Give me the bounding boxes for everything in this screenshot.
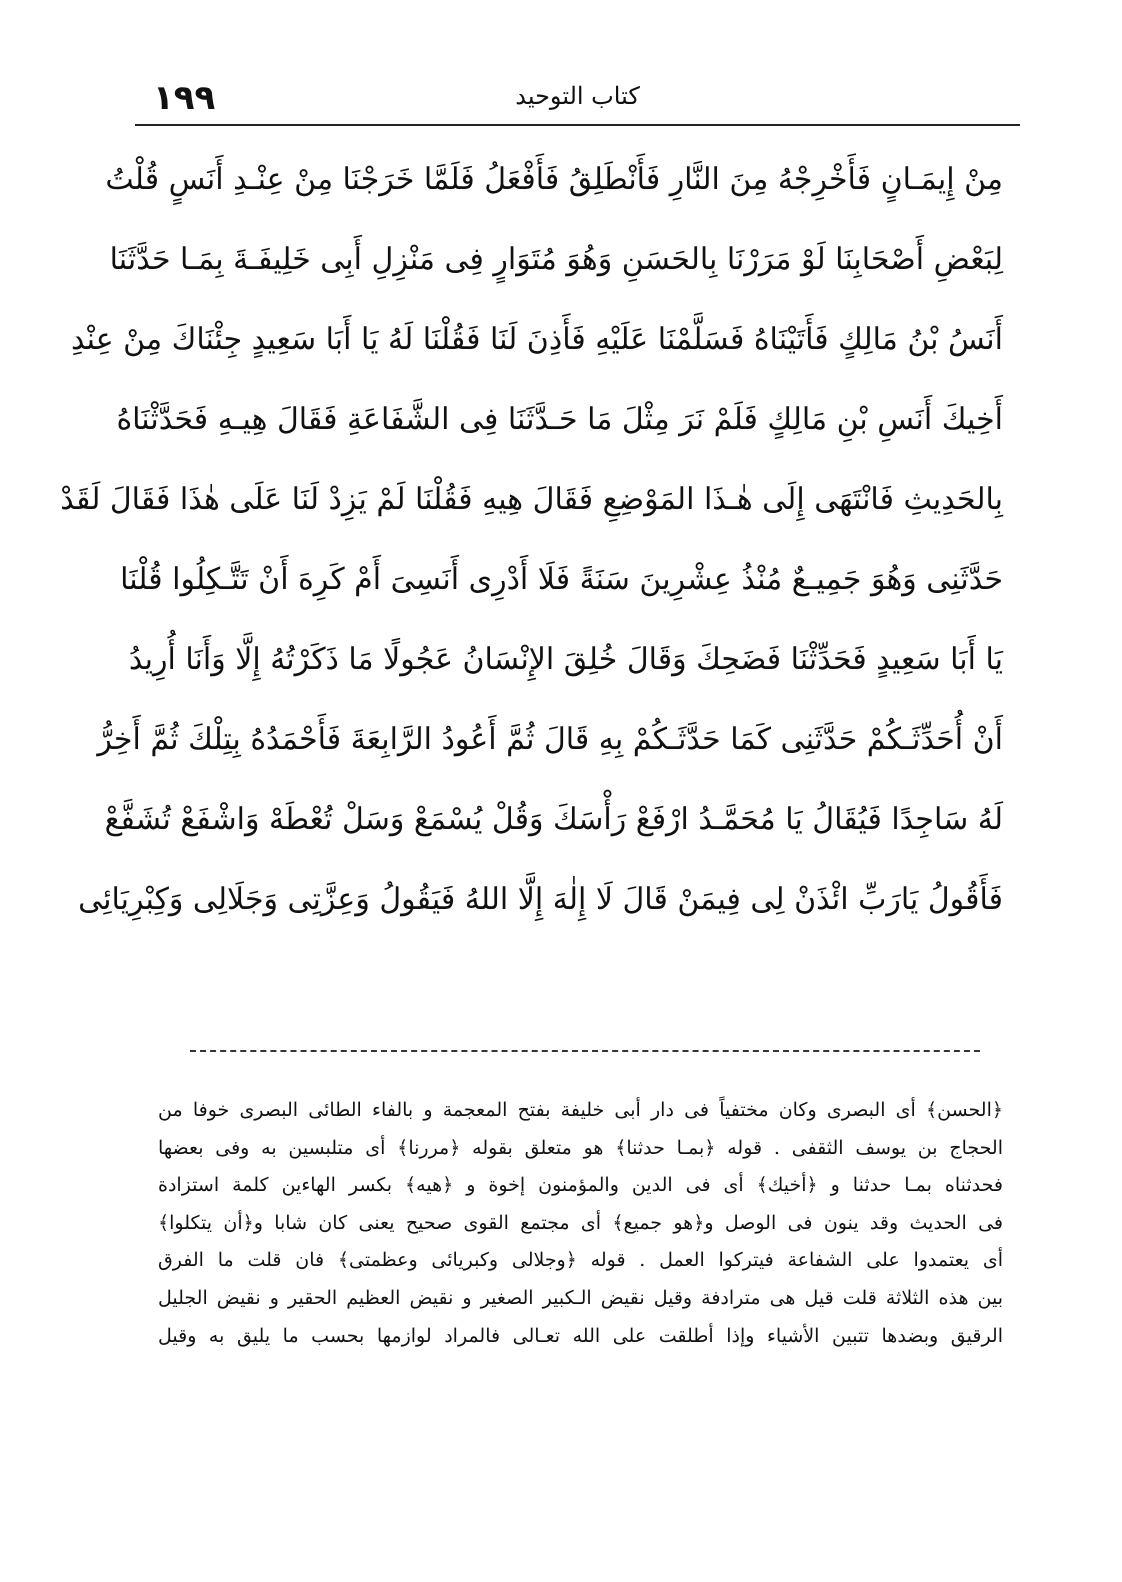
header-rule <box>135 124 1020 126</box>
page-header <box>135 72 1020 122</box>
text-line: لِبَعْضِ أَصْحَابِنَا لَوْ مَرَرْنَا بِالحَسَنِ وَهُوَ مُتَوَارٍ فِى مَنْزِلِ أَبِى خَلِيفَـةَ بِمَـا حَدَّثَنَا <box>109 242 1003 277</box>
text-line: فَأَقُولُ يَارَبِّ ائْذَنْ لِى فِيمَنْ قَالَ لَا إِلٰهَ إِلَّا اللهُ فَيَقُولُ وَعِزَّتِى وَجَلَالِى وَكِبْرِيَائِى <box>78 882 1003 917</box>
footnote-line: ﴿الحسن﴾ أى البصرى وكان مختفياً فى دار أبى خليفة بفتح المعجمة و بالفاء الطائى البصرى خوفا من <box>158 1099 1003 1121</box>
running-title: كتاب التوحيد <box>515 82 640 110</box>
text-line: أَخِيكَ أَنَسِ بْنِ مَالِكٍ فَلَمْ نَرَ مِثْلَ مَا حَـدَّثَنَا فِى الشَّفَاعَةِ فَقَالَ هِيـهِ فَحَدَّثْنَاهُ <box>116 402 1003 437</box>
footnote-line: أى يعتمدوا على الشفاعة فيتركوا العمل . قوله ﴿وجلالى وكبريائى وعظمتى﴾ فان قلت ما الفرق <box>158 1249 1003 1272</box>
text-line: لَهُ سَاجِدًا فَيُقَالُ يَا مُحَمَّـدُ ارْفَعْ رَأْسَكَ وَقُلْ يُسْمَعْ وَسَلْ تُعْطَهْ وَاشْفَعْ تُشَفَّعْ <box>104 802 1003 837</box>
text-line: بِالحَدِيثِ فَانْتَهَى إِلَى هٰـذَا المَوْضِعِ فَقَالَ هِيهِ فَقُلْنَا لَمْ يَزِدْ لَنَا عَلَى هٰذَا فَقَالَ لَقَدْ <box>60 482 1003 517</box>
footnote-line: فى الحديث وقد ينون فى الوصل و﴿هو جميع﴾ أى مجتمع القوى صحيح يعنى كان شابا و﴿أن يتكلوا﴾ <box>158 1211 1003 1234</box>
text-line: حَدَّثَنِى وَهُوَ جَمِيـعٌ مُنْذُ عِشْرِينَ سَنَةً فَلَا أَدْرِى أَنَسِىَ أَمْ كَرِهَ أَنْ تَتَّـكِلُوا قُلْنَا <box>120 562 1003 597</box>
footnote-line: الرقيق وبضدها تتبين الأشياء وإذا أطلقت على الله تعـالى فالمراد لوازمها بحسب ما يليق به وقيل <box>158 1324 1003 1347</box>
footnote-line: الحجاج بن يوسف الثقفى . قوله ﴿بمـا حدثنا﴾ هو متعلق بقوله ﴿مررنا﴾ أى متلبسين به وفى بعضها <box>158 1136 1003 1159</box>
page-number: ١٩٩ <box>153 78 216 118</box>
text-line: أَنْ أُحَدِّثَـكُمْ حَدَّثَنِى كَمَا حَدَّثَـكُمْ بِهِ قَالَ ثُمَّ أَعُودُ الرَّابِعَةَ فَأَحْمَدُهُ بِتِلْكَ ثُمَّ أَخِرُّ <box>97 722 1003 757</box>
text-line: مِنْ إِيمَـانٍ فَأَخْرِجْهُ مِنَ النَّارِ فَأَنْطَلِقُ فَأَفْعَلُ فَلَمَّا خَرَجْنَا مِنْ عِنْـدِ أَنَسٍ قُلْتُ <box>105 162 1003 197</box>
main-text <box>60 148 1003 948</box>
text-line: يَا أَبَا سَعِيدٍ فَحَدِّثْنَا فَضَحِكَ وَقَالَ خُلِقَ الإِنْسَانُ عَجُولًا مَا ذَكَرْتُهُ إِلَّا وَأَنَا أُرِيدُ <box>128 642 1003 677</box>
footnote-separator <box>190 1050 980 1052</box>
footnote-line: بين هذه الثلاثة قلت قيل هى مترادفة وقيل نقيض الـكبير الصغير و نقيض العظيم الحقير و نقيض الجليل <box>158 1286 1003 1309</box>
text-line: أَنَسُ بْنُ مَالِكٍ فَأَتَيْنَاهُ فَسَلَّمْنَا عَلَيْهِ فَأَذِنَ لَنَا فَقُلْنَا لَهُ يَا أَبَا سَعِيدٍ جِئْنَاكَ مِنْ عِنْدِ <box>70 322 1003 357</box>
footnote-line: فحدثناه بمـا حدثنا و ﴿أخيك﴾ أى فى الدين والمؤمنون إخوة و ﴿هيه﴾ بكسر الهاءين كلمة استزادة <box>158 1174 1003 1197</box>
footnotes <box>158 1092 1003 1355</box>
